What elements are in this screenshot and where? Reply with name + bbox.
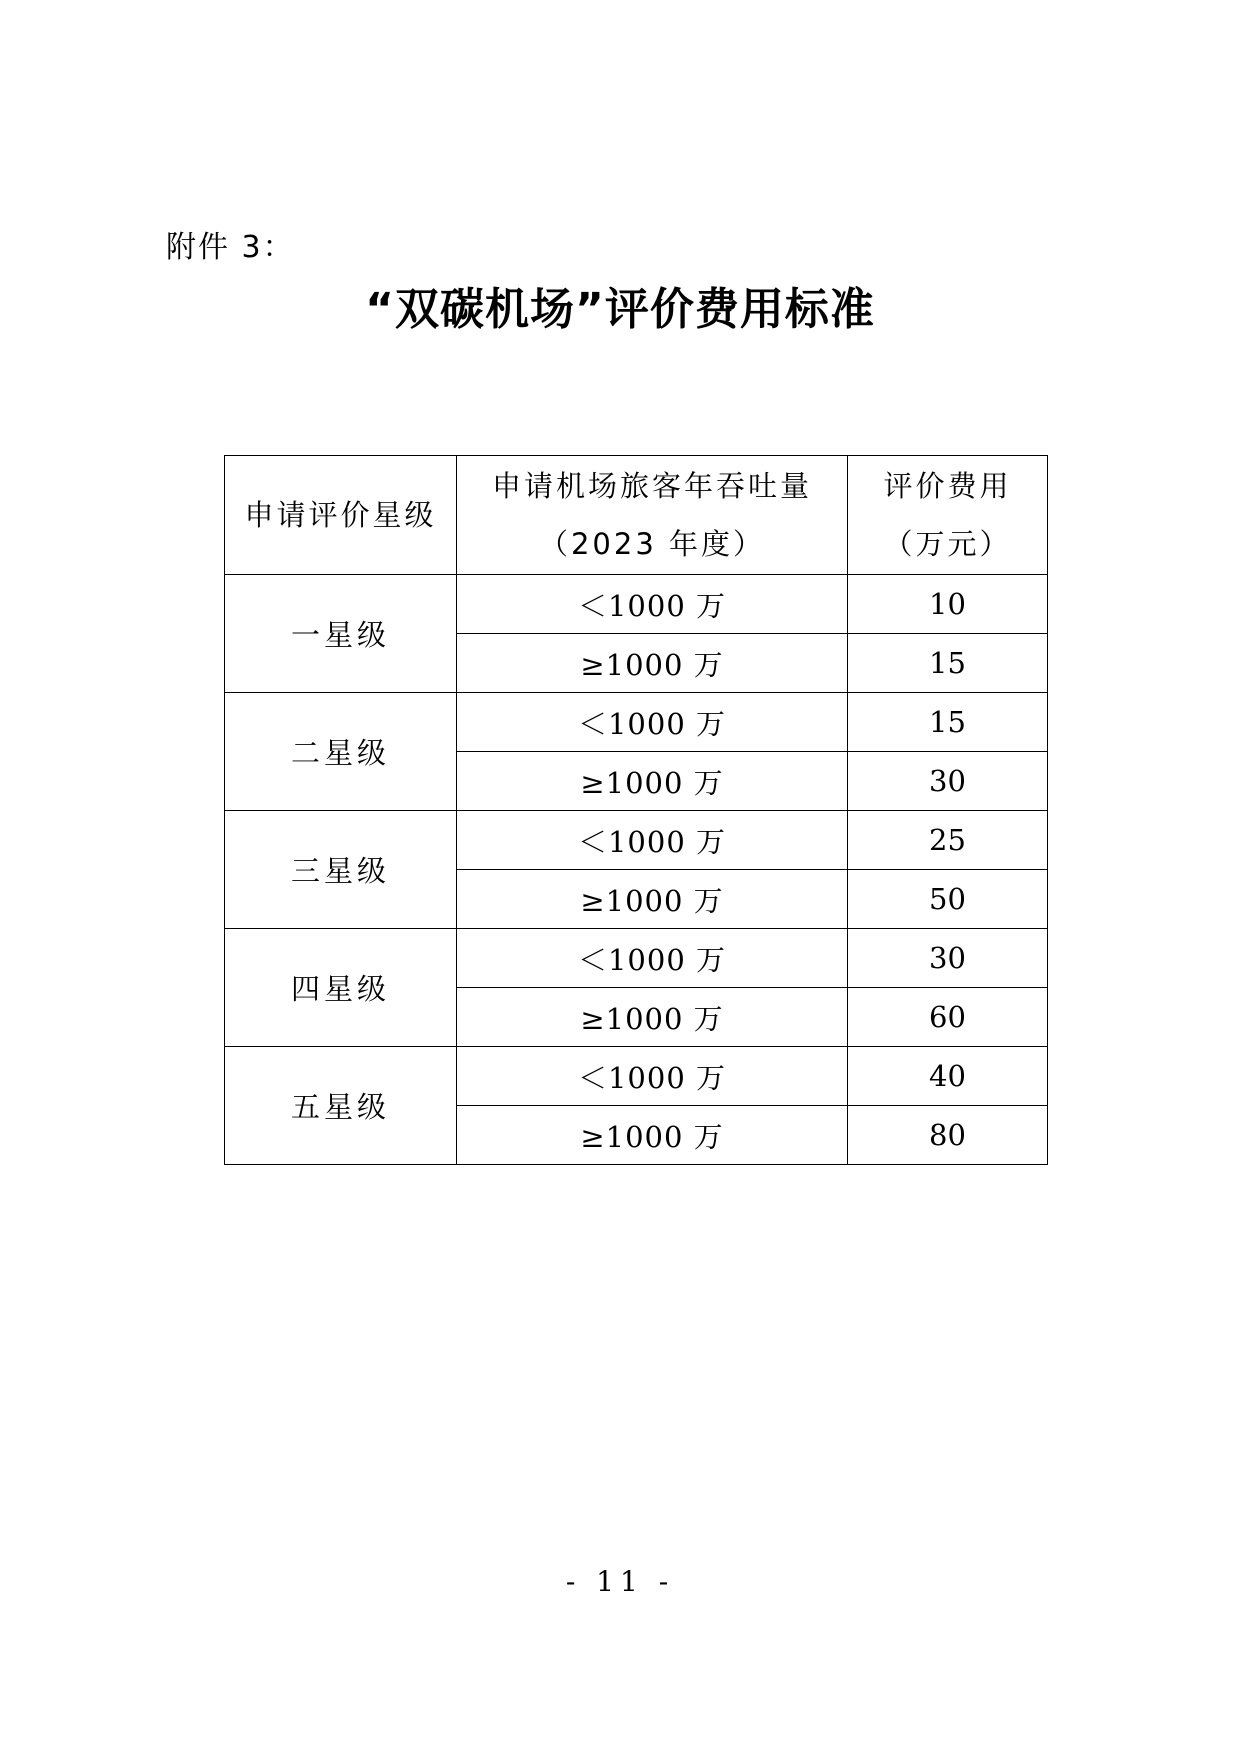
range-value: ＜1000 万 [577, 706, 727, 741]
table-header-row [225, 456, 1048, 575]
level-label: 二星级 [290, 736, 390, 770]
fee-value: 30 [929, 764, 966, 798]
fee-value: 40 [929, 1059, 966, 1093]
header-throughput [457, 456, 848, 575]
range-cell [457, 1047, 848, 1106]
level-cell [225, 575, 457, 693]
page-number: - 11 - [565, 1565, 675, 1598]
range-value: ≥1000 万 [580, 883, 724, 918]
level-label: 四星级 [290, 972, 390, 1006]
range-value: ＜1000 万 [577, 824, 727, 859]
range-value: ≥1000 万 [580, 1119, 724, 1154]
level-cell [225, 1047, 457, 1165]
table-row [225, 575, 1048, 634]
range-cell [457, 870, 848, 929]
fee-cell [848, 1047, 1048, 1106]
table-row [225, 1047, 1048, 1106]
level-cell [225, 811, 457, 929]
range-cell [457, 1106, 848, 1165]
header-level-label: 申请评价星级 [244, 498, 437, 532]
fee-value: 15 [929, 646, 966, 680]
range-value: ≥1000 万 [580, 765, 724, 800]
document-title: “双碳机场”评价费用标准 [365, 284, 875, 335]
level-label: 三星级 [290, 854, 390, 888]
level-cell [225, 929, 457, 1047]
header-fee-line2: （万元） [883, 527, 1012, 561]
table-row [225, 929, 1048, 988]
fee-standard-table [224, 455, 1048, 1165]
header-throughput-line1: 申请机场旅客年吞吐量 [491, 469, 812, 503]
range-value: ＜1000 万 [577, 1060, 727, 1095]
header-fee-line1: 评价费用 [883, 469, 1012, 503]
fee-cell [848, 575, 1048, 634]
fee-cell [848, 870, 1048, 929]
fee-cell [848, 693, 1048, 752]
fee-cell [848, 752, 1048, 811]
fee-value: 25 [929, 823, 966, 857]
range-cell [457, 929, 848, 988]
fee-cell [848, 634, 1048, 693]
range-value: ＜1000 万 [577, 588, 727, 623]
fee-cell [848, 929, 1048, 988]
table-row [225, 693, 1048, 752]
table-row [225, 811, 1048, 870]
fee-value: 60 [929, 1000, 966, 1034]
fee-value: 80 [929, 1118, 966, 1152]
fee-cell [848, 1106, 1048, 1165]
range-cell [457, 752, 848, 811]
level-label: 五星级 [290, 1090, 390, 1124]
level-label: 一星级 [290, 618, 390, 652]
range-cell [457, 575, 848, 634]
header-throughput-line2: （2023 年度） [538, 527, 766, 561]
range-cell [457, 811, 848, 870]
fee-value: 50 [929, 882, 966, 916]
range-value: ≥1000 万 [580, 1001, 724, 1036]
fee-value: 10 [929, 587, 966, 621]
range-value: ＜1000 万 [577, 942, 727, 977]
attachment-label: 附件 3： [166, 230, 295, 265]
range-cell [457, 693, 848, 752]
header-fee [848, 456, 1048, 575]
level-cell [225, 693, 457, 811]
range-cell [457, 634, 848, 693]
header-level [225, 456, 457, 575]
fee-cell [848, 811, 1048, 870]
fee-value: 15 [929, 705, 966, 739]
fee-cell [848, 988, 1048, 1047]
fee-value: 30 [929, 941, 966, 975]
range-cell [457, 988, 848, 1047]
range-value: ≥1000 万 [580, 647, 724, 682]
